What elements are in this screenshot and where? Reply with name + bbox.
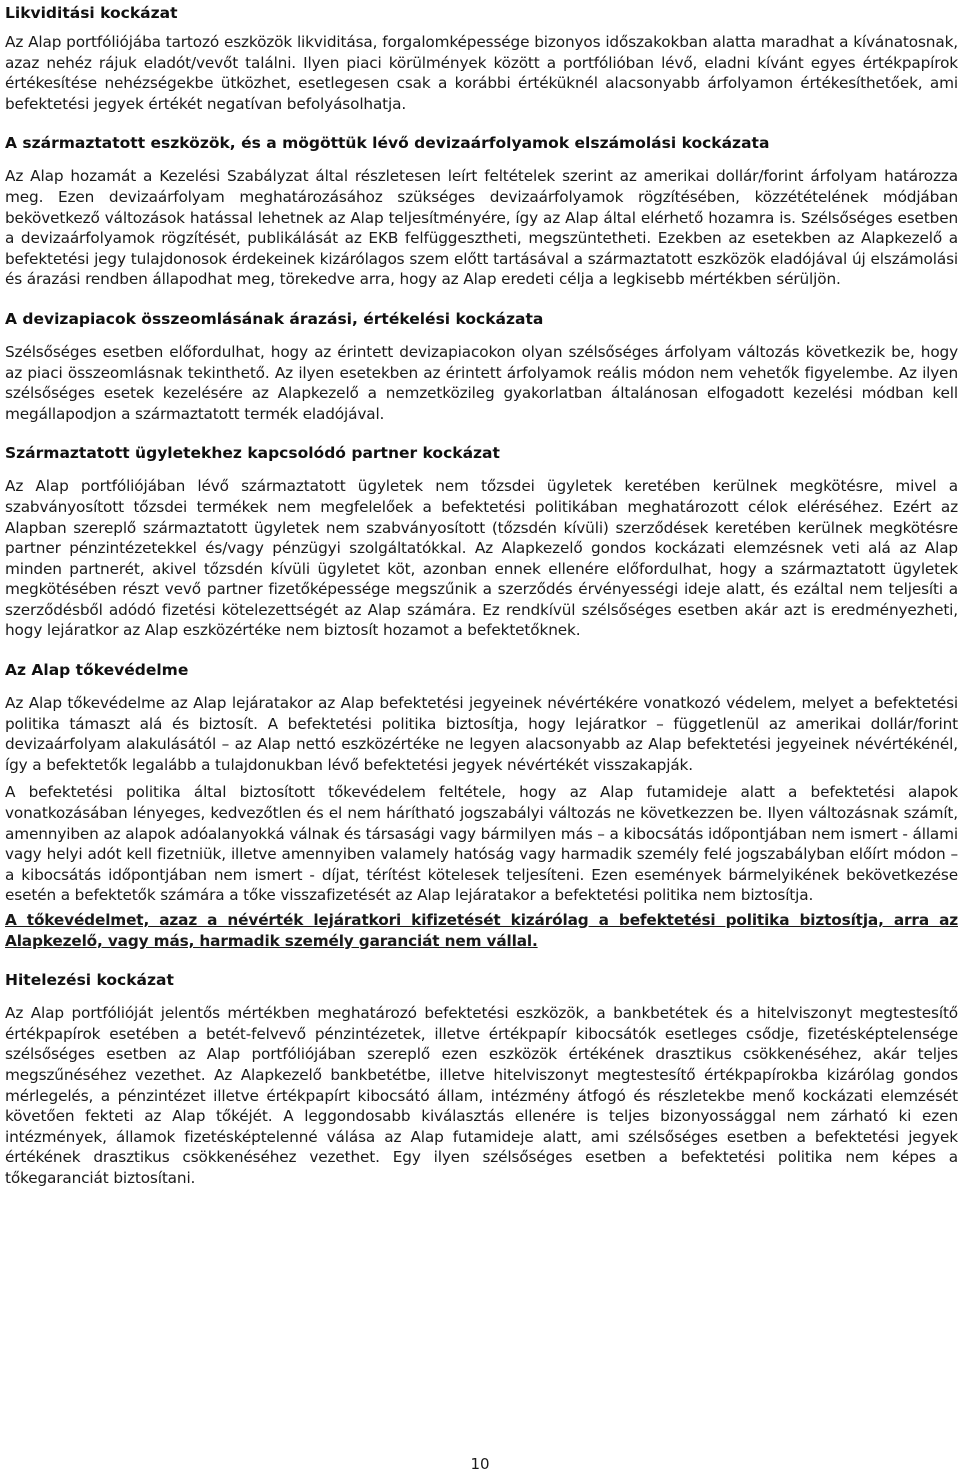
paragraph-liquidity-risk: Az Alap portfóliójába tartozó eszközök likviditása, forgalomképessége bizonyos időszakokban alatta maradhat a kívánatosnak, azaz nehéz rájuk eladót/vevőt találni. Ilyen piaci körülmények között a portfólióban lévő, eladni kívánt egyes értékpapírok értékesítése nehézségekbe ütközhet, esetlegesen csak a korábbi értéküknél alacsonyabb árfolyamon értékesíthetőek, ami befektetési jegyek értékét negatívan befolyásolhatja. [5, 33, 958, 113]
page-number: 10 [470, 1455, 490, 1473]
paragraph-counterparty-risk: Az Alap portfóliójában lévő származtatott ügyletek nem tőzsdei ügyletek keretében kerülnek megkötésre, mivel a szabványosított tőzsdei termékek nem megfelelőek a befektetési politikában meghatározott célok eléréséhez. Ezért az Alapban szereplő származtatott ügyletek nem szabványosított (tőzsdén kívüli) szerződések keretében kerülnek megkötésre partner pénzintézetekkel és/vagy pénzügyi szolgáltatókkal. Az Alapkezelő gondos kockázati elemzésnek veti alá az Alap minden partnerét, akivel tőzsdén kívüli ügyletet köt, azonban ennek ellenére előfordulhat, hogy a származtatott ügyletek megkötésében részt vevő partner fizetőképessége megszűnik a szerződés érvényességi ideje alatt, és ezáltal nem teljesíti a szerződésből adódó fizetési kötelezettségét az Alap számára. Ez rendkívül szélsőséges esetben akár azt is eredményezheti, hogy lejáratkor az Alap eszközértéke nem biztosít hozamot a befektetőknek. [5, 477, 958, 640]
text-column [5, 0, 958, 1189]
paragraph-derivative-settlement-risk: Az Alap hozamát a Kezelési Szabályzat által részletesen leírt feltételek szerint az amerikai dollár/forint árfolyam határozza meg. Ezen devizaárfolyam meghatározásához szükséges devizaárfolyamok rögzítésében, közzétételének módjában bekövetkező változások hatással lehetnek az Alap teljesítményére, így az Alap által elérhető hozamra is. Szélsőséges esetben a devizaárfolyamok rögzítését, publikálását az EKB felfüggesztheti, megszüntetheti. Ezekben az esetekben az Alapkezelő a befektetési jegy tulajdonosok érdekeinek kizárólagos szem előtt tartásával a származtatott eszközök eladójával új elszámolási és árazási rendben állapodhat meg, törekedve arra, hogy az Alap eredeti célja a legkisebb mértékben sérüljön. [5, 167, 958, 289]
heading-credit-risk: Hitelezési kockázat [5, 971, 174, 990]
heading-fx-market-collapse-risk: A devizapiacok összeomlásának árazási, értékelési kockázata [5, 309, 544, 328]
capital-protection-disclaimer: A tőkevédelmet, azaz a névérték lejáratkori kifizetését kizárólag a befektetési politika biztosítja, arra az Alapkezelő, vagy más, harmadik személy garanciát nem vállal. [5, 911, 958, 950]
heading-capital-protection: Az Alap tőkevédelme [5, 661, 189, 680]
paragraph-fx-market-collapse-risk: Szélsőséges esetben előfordulhat, hogy az érintett devizapiacokon olyan szélsőséges árfolyam változás következik be, hogy az piaci összeomlásnak tekinthető. Az ilyen esetekben az érintett árfolyamok reális módon nem vehetők figyelembe. Az ilyen szélsőséges esetek kezelésére az Alapkezelő a nemzetközileg gyakorlatban általánosan elfogadott kezelési módban kell megállapodjon a származtatott termék eladójával. [5, 342, 958, 423]
paragraph-capital-protection-1: Az Alap tőkevédelme az Alap lejáratakor az Alap befektetési jegyeinek névértékére vonatkozó védelem, melyet a befektetési politika támaszt alá és biztosít. A befektetési politika biztosítja, hogy lejáratkor – függetlenül az amerikai dollár/forint devizaárfolyam alakulásától – az Alap nettó eszközértéke ne legyen alacsonyabb az Alap befektetési jegyeinek névértékénél, így a befektetők legalább a tulajdonukban lévő befektetési jegyek névértékét visszakapják. [5, 694, 958, 774]
paragraph-capital-protection-2: A befektetési politika által biztosított tőkevédelem feltétele, hogy az Alap futamideje alatt a befektetési alapok vonatkozásában lényeges, kedvezőtlen és el nem hárítható jogszabályi változás ne következzen be. Ilyen változásnak számít, amennyiben az alapok adóalanyokká válnak és társasági vagy bármilyen más – a kibocsátás időpontjában nem ismert - állami vagy helyi adót kell fizetniük, illetve amennyiben valamely hatóság vagy harmadik személy felé jogszabályban előírt módon – a kibocsátás időpontjában nem ismert - díjat, térítést kötelesek teljesíteni. Ezen események bármelyikének bekövetkezése esetén a befektetők számára a tőke visszafizetését az Alap lejáratakor a befektetési politika nem biztosítja. [5, 783, 958, 905]
heading-derivative-settlement-risk: A származtatott eszközök, és a mögöttük lévő devizaárfolyamok elszámolási kockázata [5, 134, 770, 153]
heading-liquidity-risk: Likviditási kockázat [5, 4, 178, 22]
paragraph-credit-risk: Az Alap portfólióját jelentős mértékben meghatározó befektetési eszközök, a bankbetétek és a hitelviszonyt megtestesítő értékpapírok esetében a betét-felvevő pénzintézetek, illetve értékpapír kibocsátók esetleges csődje, fizetésképtelensége szélsőséges esetben az Alap portfóliójában szereplő ezen eszközök értékének drasztikus csökkenéséhez, akár teljes megszűnéséhez vezethet. Az Alapkezelő bankbetétbe, illetve hitelviszonyt megtestesítő értékpapírokba kizárólag gondos mérlegelés, a pénzintézet illetve értékpapírt kibocsátó állam, intézmény átfogó és részletekbe menő kockázati elemzését követően fekteti az Alap tőkéjét. A leggondosabb kiválasztás ellenére is teljes bizonyossággal nem zárható ki ezen intézmények, államok fizetésképtelenné válása az Alap futamideje alatt, ami szélsőséges esetben a befektetési jegyek értékének drasztikus csökkenéséhez vezethet. Egy ilyen szélsőséges esetben a befektetési politika nem képes a tőkegaranciát biztosítani. [5, 1004, 958, 1187]
heading-counterparty-risk: Származtatott ügyletekhez kapcsolódó partner kockázat [5, 444, 500, 463]
